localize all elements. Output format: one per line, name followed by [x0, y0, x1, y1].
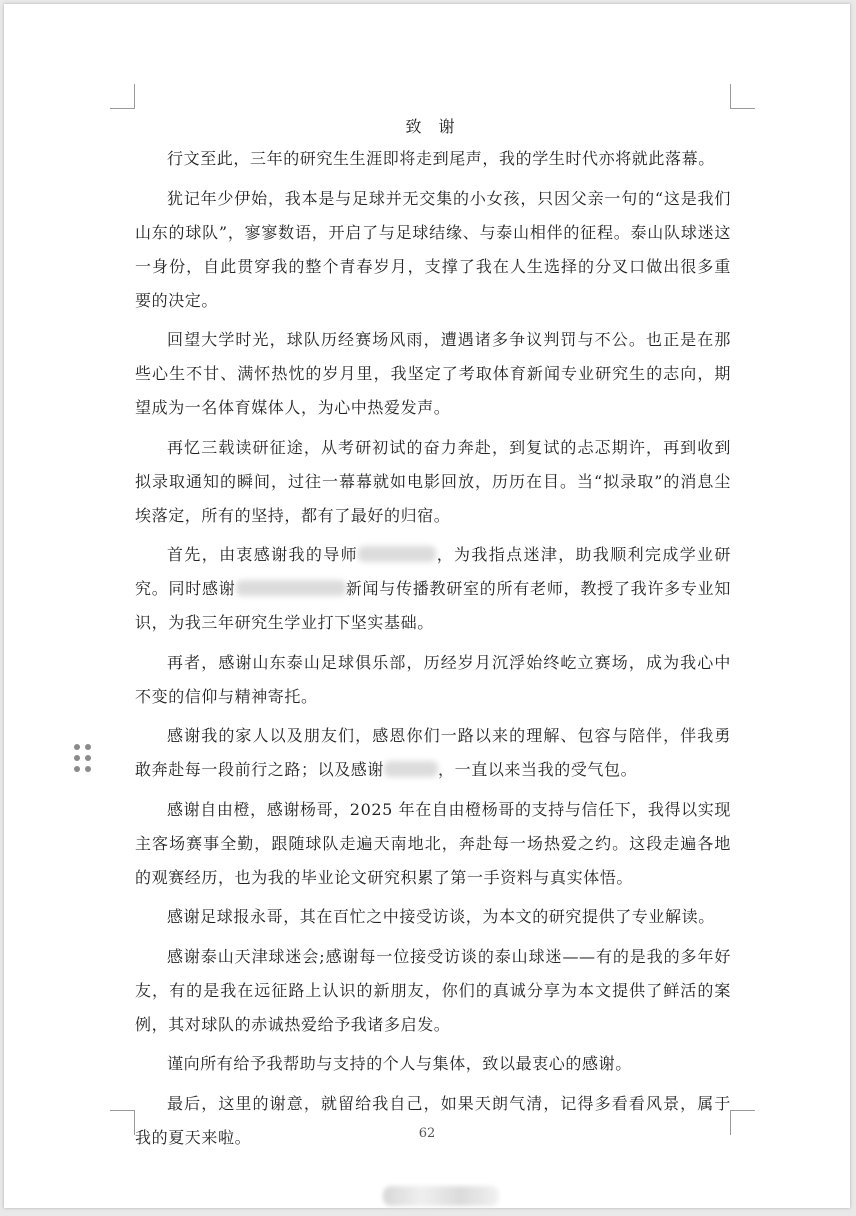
- paragraph-5-part-2: ，为我指点迷津，助我顺利完成学业研究。同时感谢: [135, 545, 732, 598]
- paragraph-4: 再忆三载读研征途，从考研初试的奋力奔赴，到复试的忐忑期许，再到收到拟录取通知的瞬间，过往一幕幕就如电影回放，历历在目。当“拟录取”的消息尘埃落定，所有的坚持，都有了最好的归宿。: [135, 437, 731, 525]
- paragraph-2: 犹记年少伊始，我本是与足球并无交集的小女孩，只因父亲一句的“这是我们山东的球队”，寥寥数语，开启了与足球结缘、与泰山相伴的征程。泰山队球迷这一身份，自此贯穿我的整个青春岁月，支撑了我在人生选择的分叉口做出很多重要的决定。: [135, 188, 731, 310]
- paragraph-7-part-2: ，一直以来当我的受气包。: [438, 760, 638, 779]
- redacted-name: [358, 546, 436, 562]
- page-title: 致 谢: [405, 117, 461, 136]
- crop-mark-top-left: [110, 84, 135, 109]
- document-body: [135, 112, 731, 1160]
- paragraph-7: [135, 719, 731, 787]
- paragraph-5: [135, 538, 731, 640]
- redacted-name-2: [384, 761, 438, 777]
- paragraph-12: 最后，这里的谢意，就留给我自己，如果天朗气清，记得多看看风景，属于我的夏天来啦。: [135, 1093, 731, 1147]
- paragraph-9: 感谢足球报永哥，其在百忙之中接受访谈，为本文的研究提供了专业解读。: [167, 907, 715, 926]
- paragraph-3: 回望大学时光，球队历经赛场风雨，遭遇诸多争议判罚与不公。也正是在那些心生不甘、满怀热忱的岁月里，我坚定了考取体育新闻专业研究生的志向，期望成为一名体育媒体人，为心中热爱发声。: [135, 330, 731, 417]
- paragraph-6: 再者，感谢山东泰山足球俱乐部，历经岁月沉浮始终屹立赛场，成为我心中不变的信仰与精神寄托。: [135, 652, 731, 706]
- paragraph-8: 感谢自由橙，感谢杨哥，2025 年在自由橙杨哥的支持与信任下，我得以实现主客场赛事全勤，跟随球队走遍天南地北，奔赴每一场热爱之约。这段走遍各地的观赛经历，也为我的毕业论文研究积累了第一手资料与真实体悟。: [135, 799, 731, 887]
- paragraph-5-part-1: 首先，由衷感谢我的导师: [167, 545, 358, 564]
- paragraph-5-part-3: 新闻与传播教研室的所有老师，教授了我许多专业知识，为我三年研究生学业打下坚实基础。: [135, 579, 731, 632]
- paragraph-11: 谨向所有给予我帮助与支持的个人与集体，致以最衷心的感谢。: [167, 1054, 632, 1073]
- paragraph-1: 行文至此，三年的研究生生涯即将走到尾声，我的学生时代亦将就此落幕。: [167, 149, 715, 168]
- paragraph-10: 感谢泰山天津球迷会;感谢每一位接受访谈的泰山球迷——有的是我的多年好友，有的是我在远征路上认识的新朋友，你们的真诚分享为本文提供了鲜活的案例，其对球队的赤诚热爱给予我诸多启发。: [135, 946, 731, 1034]
- paragraph-7-part-1: 感谢我的家人以及朋友们，感恩你们一路以来的理解、包容与陪伴，伴我勇敢奔赴每一段前行之路；以及感谢: [135, 726, 731, 779]
- crop-mark-top-right: [730, 84, 755, 109]
- document-page: [4, 4, 850, 1208]
- drag-handle-icon[interactable]: [72, 744, 94, 776]
- page-number: 62: [418, 1126, 436, 1141]
- blurred-watermark: [383, 1186, 499, 1206]
- redacted-institution: [236, 580, 346, 596]
